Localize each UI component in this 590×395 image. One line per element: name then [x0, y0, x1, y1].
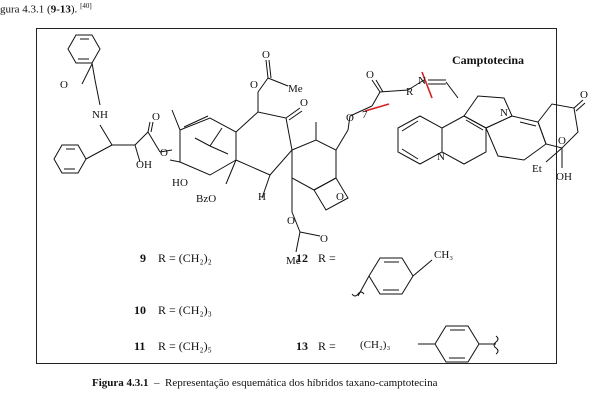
caption-text: Representação esquemática dos híbridos taxano-camptotecina: [165, 377, 438, 389]
atom-r-linker: R: [406, 86, 414, 98]
compound-13-id: 13: [296, 339, 308, 353]
substituent-12-ch3: CH₃: [434, 249, 454, 261]
header-compound-range: 9-13: [50, 3, 71, 16]
atom-me-acetate: Me: [286, 255, 301, 267]
atom-o-acetate: O: [320, 233, 328, 245]
substituent-13-chain: (CH₂)₃: [360, 339, 391, 351]
camptothecin-skeleton: [398, 96, 585, 168]
compound-13-r: R =: [318, 339, 336, 353]
atom-o-c7: O: [346, 112, 354, 124]
atom-n-imine: N: [418, 75, 426, 87]
compound-9-id: 9: [140, 251, 146, 265]
taxane-b-ring: [236, 112, 292, 175]
atom-n-quinoline: N: [437, 151, 445, 163]
atom-me: Me: [288, 83, 303, 95]
pyridone-ring: [486, 116, 546, 160]
taxane-skeleton: [54, 35, 458, 252]
atom-oh: OH: [136, 159, 152, 171]
atom-o-lactone: O: [558, 135, 566, 147]
atom-o-carbonyl: O: [366, 69, 374, 81]
compound-11-id: 11: [134, 339, 146, 353]
atom-nh: NH: [92, 109, 108, 121]
wavy-bond-13: [494, 336, 498, 354]
substituent-12-ring: [369, 258, 413, 294]
atom-seven: 7: [362, 109, 368, 121]
substituent-13-ring: [435, 326, 479, 362]
compound-10-r: R = (CH₂)₃: [158, 303, 212, 317]
compound-12-r: R =: [318, 251, 336, 265]
atom-o-ketone: O: [300, 97, 308, 109]
compound-11-r: R = (CH₂)₅: [158, 339, 212, 353]
atom-o-benzoyl: O: [60, 79, 68, 91]
atom-o-lactone-carbonyl: O: [580, 89, 588, 101]
header-prefix: gura 4.3.1 (: [0, 3, 51, 16]
camptothecin-label: Camptotecina: [452, 53, 524, 67]
taxane-a-ring: [180, 118, 236, 175]
taxane-c-ring: [292, 140, 336, 190]
atom-et: Et: [532, 163, 542, 175]
quinoline-ring-b: [442, 116, 486, 164]
compound-10-id: 10: [134, 303, 146, 317]
compound-12-id: 12: [296, 251, 308, 265]
atom-o-c4: O: [287, 215, 295, 227]
atom-oh-camptothecin: OH: [556, 171, 572, 183]
atom-n-pyrrole: N: [500, 107, 508, 119]
atom-o-c10: O: [250, 79, 258, 91]
atom-o-oxetane: O: [336, 191, 344, 203]
figure-caption: Figura 4.3.1 – Representação esquemática dos híbridos taxano-camptotecina: [92, 377, 438, 389]
atom-o-ester: O: [152, 111, 160, 123]
atom-ho: HO: [172, 177, 188, 189]
compound-9-r: R = (CH₂)₂: [158, 251, 212, 265]
atom-bzo: BzO: [196, 193, 217, 205]
atom-h: H: [258, 191, 266, 203]
header-reference: [40]: [80, 2, 92, 10]
atom-o-acetyl: O: [262, 49, 270, 61]
header-suffix: ).: [70, 3, 81, 16]
caption-label: Figura 4.3.1: [92, 377, 149, 389]
atom-o-link: O: [160, 147, 168, 159]
quinoline-ring-a: [398, 116, 442, 164]
